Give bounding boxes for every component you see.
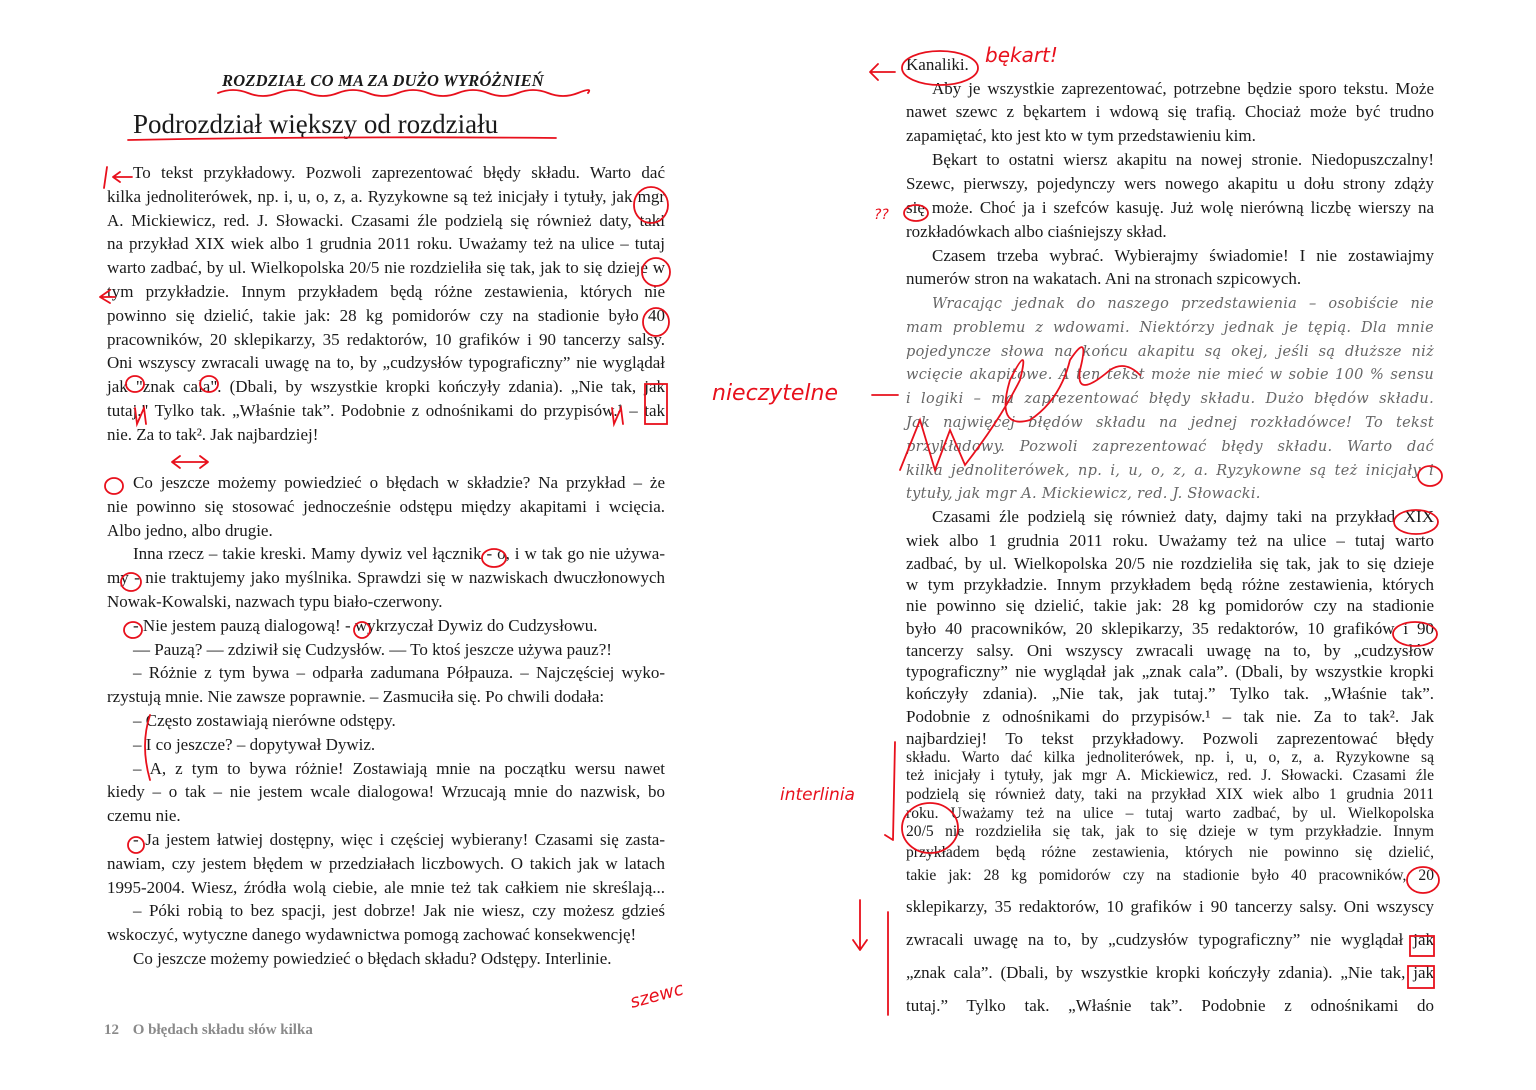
text-line: — Pauzą? — zdziwił się Cudzysłów. — To ktoś jeszcze używa pauz?! bbox=[133, 639, 612, 659]
page-footer bbox=[104, 1022, 313, 1039]
text-line: na przykład XIX wiek albo 1 grudnia 2011 roku. Uważamy też na ulice – tutaj bbox=[107, 234, 665, 254]
text-line: tancerzy salsy. Oni wszyscy zwracali uwagę na to, by „cudzysłów bbox=[906, 641, 1434, 660]
text-line: – Różnie z tym bywa – odparła zadumana Półpauza. – Najczęściej wyko- bbox=[133, 663, 665, 683]
text-line: i logiki – ma zaprezentować błędy składu. Dużo błędów składu. bbox=[906, 391, 1434, 407]
text-line: było 40 pracowników, 20 sklepikarzy, 35 redaktorów, 10 grafików i 90 bbox=[906, 619, 1434, 638]
text-line: tutaj.” Tylko tak. „Właśnie tak”. Podobnie z odnośnikami do bbox=[906, 996, 1434, 1015]
text-line: To tekst przykładowy. Pozwoli zaprezentować błędy składu. Warto dać bbox=[133, 163, 665, 182]
chapter-heading: ROZDZIAŁ CO MA ZA DUŻO WYRÓŻNIEŃ bbox=[222, 71, 544, 90]
text-line: warto zadbać, by ul. Wielkopolska 20/5 nie rozdzieliła się tak, jak to się dzieje w bbox=[107, 258, 665, 278]
page-number: 12 bbox=[104, 1022, 119, 1038]
text-line: tutaj." Tylko tak. „Właśnie tak”. Podobnie z odnośnikami do przypisów.¹ – tak bbox=[107, 401, 665, 420]
text-line: nie powinno się stosować jednocześnie odstępu między akapitami i wcięcia. bbox=[107, 496, 665, 516]
note-interline: interlinia bbox=[780, 785, 855, 805]
text-line: sklepikarzy, 35 redaktorów, 10 grafików i 90 tancerzy salsy. Oni wszyscy bbox=[906, 897, 1434, 916]
text-line: pojedyncze słowa na końcu akapitu są okej, jeśli są dłuższe niż bbox=[906, 344, 1434, 360]
text-line: kilka jednoliterówek, np. i, u, o, z, a. Ryzykowne są też inicjały i tytuły, jak mgr bbox=[107, 186, 665, 206]
note-question: ?? bbox=[874, 207, 889, 223]
text-line: A. Mickiewicz, red. J. Słowacki. Czasami źle podzielą się również daty, taki bbox=[107, 210, 665, 230]
text-line: - Ja jestem łatwiej dostępny, więc i częściej wybierany! Czasami się zasta- bbox=[133, 830, 665, 849]
text-line: numerów stron na wakatach. Ani na stronach szpicowych. bbox=[906, 269, 1302, 288]
text-line: nie powinno się dzielić, takie jak: 28 kg pomidorów czy na stadionie bbox=[906, 596, 1434, 615]
text-line: Bękart to ostatni wiersz akapitu na nowej stronie. Niedopuszczalny! bbox=[932, 150, 1434, 169]
text-line: kiedy – o tak – nie jestem wcale dialogowa! Wrzucają mnie do nazwisk, bo bbox=[107, 782, 665, 802]
text-line: Inna rzecz – takie kreski. Mamy dywiz vel łącznik - o, i w tak go nie używa- bbox=[133, 544, 665, 564]
text-line: rzystują mnie. Nie zawsze poprawnie. – Zasmuciła się. Po chwili dodała: bbox=[107, 687, 605, 707]
text-line: roku. Uważamy też na ulice – tutaj warto zadbać, by ul. Wielkopolska bbox=[906, 805, 1434, 822]
text-line: – Póki robią to bez spacji, jest dobrze! Jak nie wiesz, czy możesz gdzieś bbox=[133, 901, 665, 921]
text-line: nie. Za to tak². Jak najbardziej! bbox=[107, 424, 319, 444]
text-line: składu. Warto dać kilka jednoliterówek, np. i, u, o, z, a. Ryzykowne są bbox=[906, 749, 1434, 766]
text-line: pracowników, 20 sklepikarzy, 35 redaktorów, 10 grafików i 90 tancerzy salsy. bbox=[107, 329, 665, 349]
text-line: Oni wszyscy zwracali uwagę na to, by „cudzysłów typograficzny” nie wyglądał bbox=[107, 353, 665, 373]
text-line: mam problemu z wdowami. Niektórzy jednak je tępią. Dla mnie bbox=[906, 320, 1434, 336]
text-line: w tym przykładzie. Innym przykładem będą różne zestawienia, których bbox=[906, 575, 1434, 594]
text-line: Czasem trzeba wybrać. Wybierajmy świadomie! I nie zostawiajmy bbox=[932, 246, 1434, 265]
text-line: Albo jedno, albo drugie. bbox=[107, 520, 273, 540]
text-line: Podobnie z odnośnikami do przypisów.¹ – tak nie. Za to tak². Jak bbox=[906, 707, 1434, 726]
text-line: - Nie jestem pauzą dialogową! - wykrzyczał Dywiz do Cudzysłowu. bbox=[133, 615, 598, 635]
text-line: – Często zostawiają nierówne odstępy. bbox=[133, 711, 396, 730]
text-line: – A, z tym to bywa różnie! Zostawiają mnie na początku wersu nawet bbox=[133, 758, 665, 778]
subchapter-heading: Podrozdział większy od rozdziału bbox=[133, 109, 499, 139]
note-bekart: bękart! bbox=[985, 43, 1058, 67]
running-title: O błędach składu słów kilka bbox=[132, 1022, 313, 1038]
text-line: Szewc, pierwszy, pojedynczy wers nowego akapitu u dołu strony zdąży bbox=[906, 174, 1434, 193]
text-line: przykładowy. Pozwoli zaprezentować błędy składu. Warto dać bbox=[906, 439, 1434, 455]
text-line: czemu nie. bbox=[107, 806, 181, 826]
text-line: wiek albo 1 grudnia 2011 roku. Uważamy też na ulice – tutaj warto bbox=[906, 531, 1434, 550]
text-line: Nowak-Kowalski, nazwach typu biało-czerwony. bbox=[107, 592, 443, 611]
text-line: wcięcie akapitowe. A ten tekst może nie mieć w sobie 100 % sensu bbox=[906, 367, 1434, 383]
right-page bbox=[768, 0, 1536, 1090]
text-line: Czasami źle podzielą się również daty, dajmy taki na przykład XIX bbox=[932, 507, 1434, 526]
text-line: jak "znak cala". (Dbali, by wszystkie kropki kończyły zdania). „Nie tak, jak bbox=[107, 377, 665, 397]
text-line: „znak cala”. (Dbali, by wszystkie kropki kończyły zdania). „Nie tak, jak bbox=[906, 963, 1434, 982]
text-line: 1995-2004. Wiesz, źródła wolą ciebie, ale mnie też tak całkiem nie skreślają... bbox=[107, 877, 665, 897]
text-line: zwracali uwagę na to, by „cudzysłów typograficzny” nie wyglądał jak bbox=[906, 930, 1434, 949]
text-line: tytuły, jak mgr A. Mickiewicz, red. J. Słowacki. bbox=[906, 486, 1261, 502]
text-line: się może. Choć ja i szefców kasuję. Już wolę nierówną liczbę wierszy na bbox=[906, 198, 1434, 217]
text-line: nawet szewc z bękartem i wdową się trafią. Chociaż może być trudno bbox=[906, 102, 1434, 121]
text-line: podzielą się również daty, taki na przykład XIX wiek albo 1 grudnia 2011 bbox=[906, 786, 1434, 803]
text-line: też inicjały i tytuły, jak mgr A. Mickiewicz, red. J. Słowacki. Czasami źle bbox=[906, 767, 1434, 784]
text-line: – I co jeszcze? – dopytywał Dywiz. bbox=[133, 734, 376, 754]
text-line: kilka jednoliterówek, np. i, u, o, z, a. Ryzykowne są też inicjały i bbox=[906, 463, 1434, 479]
text-line: przykładem będą różne zestawienia, których nie powinno się dzielić, bbox=[906, 844, 1434, 861]
text-line: Aby je wszystkie zaprezentować, potrzebne będzie sporo tekstu. Może bbox=[932, 79, 1434, 98]
text-line: Co jeszcze możemy powiedzieć o błędach składu? Odstępy. Interlinie. bbox=[133, 949, 612, 968]
note-illegible: nieczytelne bbox=[712, 381, 839, 406]
text-line: najbardziej! To tekst przykładowy. Pozwoli zaprezentować błędy bbox=[906, 729, 1434, 748]
text-line: my - nie traktujemy jako myślnika. Sprawdzi się w nazwiskach dwuczłonowych bbox=[107, 568, 665, 588]
text-line: powinno się dzielić, takie jak: 28 kg pomidorów czy na stadionie było 40 bbox=[107, 305, 665, 325]
text-line: tym przykładzie. Innym przykładem będą różne zestawienia, których nie bbox=[107, 282, 665, 301]
note-widow: szewc bbox=[627, 978, 686, 1013]
text-line: kończyły zdania). „Nie tak, jak tutaj.” Tylko tak. „Właśnie tak”. bbox=[906, 684, 1434, 703]
text-line: Jak najwięcej błędów składu na jednej rozkładówce! To tekst bbox=[906, 415, 1434, 431]
text-line: wskoczyć, wytyczne danego wydawnictwa pomogą zachować konsekwencję! bbox=[107, 925, 637, 945]
text-line: 20/5 nie rozdzieliła się tak, jak to się dzieje w tym przykładzie. Innym bbox=[906, 823, 1434, 840]
text-line: Wracając jednak do naszego przedstawienia – osobiście nie bbox=[932, 296, 1434, 312]
text-line: Co jeszcze możemy powiedzieć o błędach w składzie? Na przykład – że bbox=[133, 473, 665, 492]
text-line: nawiam, czy jestem błędem w przedziałach liczbowych. O takich jak w latach bbox=[107, 853, 665, 873]
section-heading: Kanaliki. bbox=[906, 55, 969, 74]
text-line: zapamiętać, kto jest kto w tym przedstawieniu kim. bbox=[906, 126, 1256, 145]
text-line: rozkładówkach albo ciaśniejszy skład. bbox=[906, 222, 1167, 241]
text-line: typograficzny” nie wyglądał jak „znak cala”. (Dbali, by wszystkie kropki bbox=[906, 662, 1434, 681]
text-line: takie jak: 28 kg pomidorów czy na stadionie było 40 pracowników, 20 bbox=[906, 867, 1434, 884]
text-line: zadbać, by ul. Wielkopolska 20/5 nie rozdzieliła się tak, jak to się dzieje bbox=[906, 554, 1434, 573]
